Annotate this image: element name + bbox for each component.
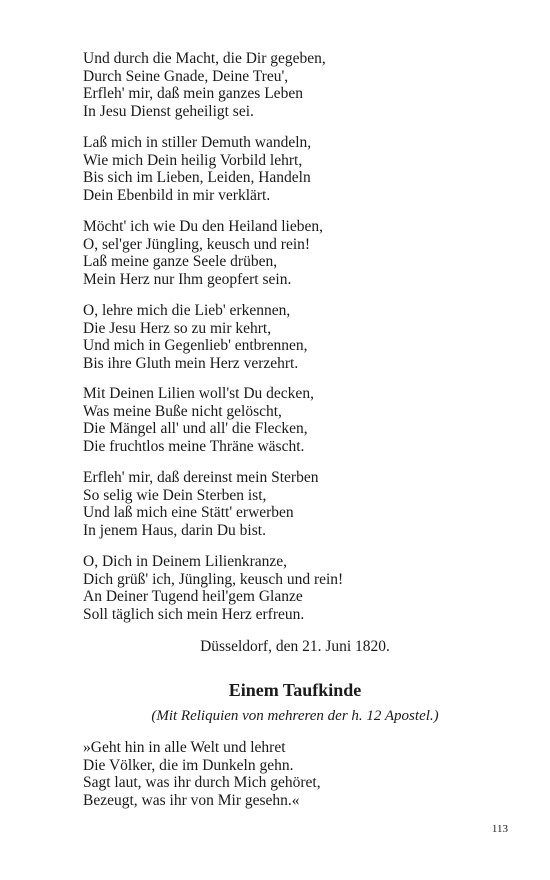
poem-line: Durch Seine Gnade, Deine Treu', xyxy=(83,67,289,85)
poem-line: Und mich in Gegenlieb' entbrennen, xyxy=(83,337,308,354)
poem-stanza-next xyxy=(83,739,321,809)
poem-line: Die Völker, die im Dunkeln gehn. xyxy=(83,756,294,774)
poem-line: Bis sich im Lieben, Leiden, Handeln xyxy=(83,169,311,186)
poem-line: Sagt laut, was ihr durch Mich gehöret, xyxy=(83,774,321,791)
poem-line: O, lehre mich die Lieb' erkennen, xyxy=(83,302,291,319)
poem-line: So selig wie Dein Sterben ist, xyxy=(83,486,267,504)
poem-line: Mit Deinen Lilien woll'st Du decken, xyxy=(83,385,314,402)
poem-line: Die Jesu Herz so zu mir kehrt, xyxy=(83,319,272,337)
poem-stanza-4 xyxy=(83,302,307,372)
poem-line: Die fruchtlos meine Thräne wäscht. xyxy=(83,437,305,455)
poem-line: Und laß mich eine Stätt' erwerben xyxy=(83,504,294,521)
poem-line: In jenem Haus, darin Du bist. xyxy=(83,521,266,539)
poem-line: Mein Herz nur Ihm geopfert sein. xyxy=(83,270,292,288)
poem-line: O, sel'ger Jüngling, keusch und rein! xyxy=(83,235,311,253)
poem-subtitle: (Mit Reliquien von mehreren der h. 12 Apostel.) xyxy=(151,708,439,724)
poem-line: Wie mich Dein heilig Vorbild lehrt, xyxy=(83,151,303,169)
poem-line: Bezeugt, was ihr von Mir gesehn.« xyxy=(83,791,300,809)
poem-line: Und durch die Macht, die Dir gegeben, xyxy=(83,50,326,67)
poem-line: Laß meine ganze Seele drüben, xyxy=(83,253,278,270)
poem-line: Bis ihre Gluth mein Herz verzehrt. xyxy=(83,354,299,372)
poem-line: Möcht' ich wie Du den Heiland lieben, xyxy=(83,218,323,235)
poem-line: Erfleh' mir, daß mein ganzes Leben xyxy=(83,85,303,102)
poem-stanza-7 xyxy=(83,553,343,623)
page-number: 113 xyxy=(491,823,508,835)
poem-stanza-5 xyxy=(83,385,314,455)
poem-line: Dich grüß' ich, Jüngling, keusch und rein! xyxy=(83,570,344,588)
poem-line: »Geht hin in alle Welt und lehret xyxy=(83,739,286,756)
poem-line: O, Dich in Deinem Lilienkranze, xyxy=(83,553,288,570)
poem-line: Soll täglich sich mein Herz erfreun. xyxy=(83,605,305,623)
poem-line: In Jesu Dienst geheiligt sei. xyxy=(83,102,254,120)
poem-stanza-3 xyxy=(83,218,323,288)
poem-line: Die Mängel all' und all' die Flecken, xyxy=(83,420,308,437)
poem-stanza-2 xyxy=(83,134,311,204)
poem-line: An Deiner Tugend heil'gem Glanze xyxy=(83,588,303,605)
poem-line: Laß mich in stiller Demuth wandeln, xyxy=(83,134,312,151)
poem-stanza-1 xyxy=(83,50,326,120)
poem-dateline: Düsseldorf, den 21. Juni 1820. xyxy=(200,638,390,655)
poem-line: Erfleh' mir, daß dereinst mein Sterben xyxy=(83,469,319,486)
poem-title: Einem Taufkinde xyxy=(228,680,362,700)
poem-line: Was meine Buße nicht gelöscht, xyxy=(83,402,282,420)
poem-stanza-6 xyxy=(83,469,318,539)
poem-line: Dein Ebenbild in mir verklärt. xyxy=(83,186,271,204)
